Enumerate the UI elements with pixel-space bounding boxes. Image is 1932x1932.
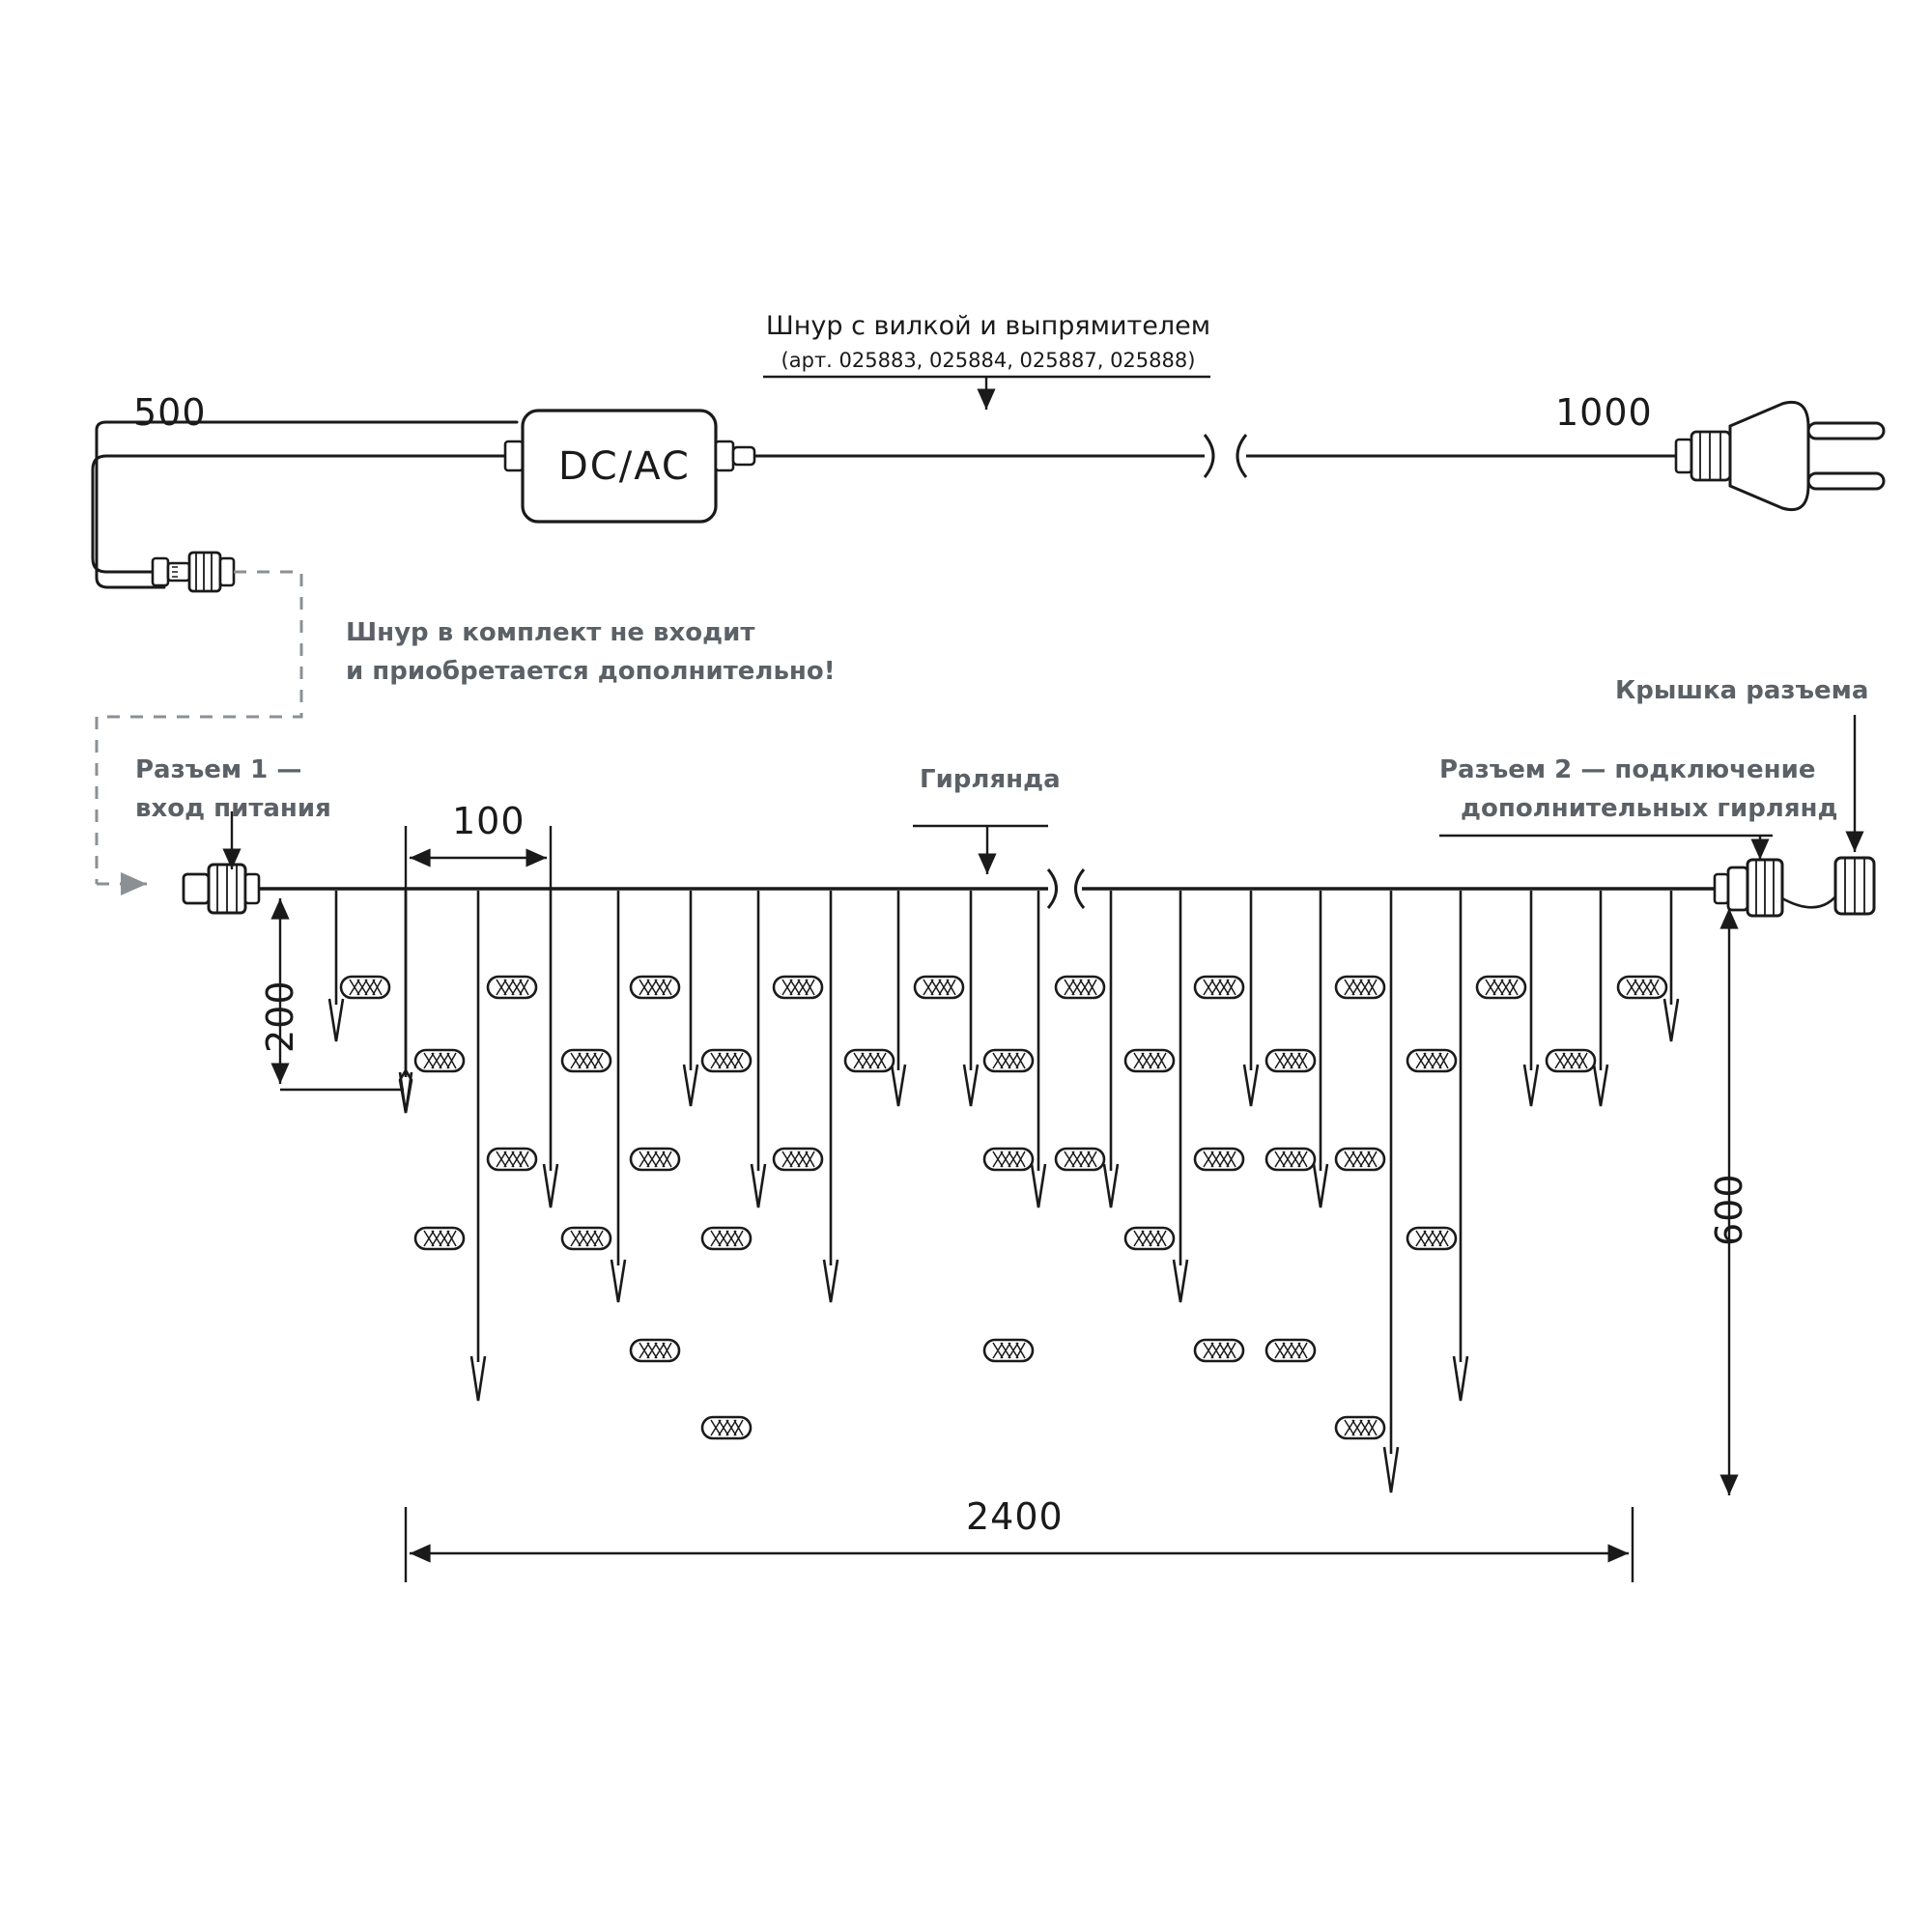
mains-plug — [1676, 402, 1884, 509]
cord-articles-label: (арт. 025883, 025884, 025887, 025888) — [781, 349, 1196, 372]
dim-500-label: 500 — [133, 391, 207, 434]
connector2-line1: Разъем 2 — подключение — [1439, 755, 1816, 784]
dim-2400-label: 2400 — [966, 1495, 1064, 1538]
cord-title-label: Шнур с вилкой и выпрямителем — [765, 311, 1211, 341]
dim-200-label: 200 — [259, 980, 301, 1053]
cord-end-connector — [153, 553, 234, 591]
connector1-line2: вход питания — [135, 794, 331, 823]
garland-bulbs — [341, 977, 1666, 1438]
dim-600-label: 600 — [1708, 1173, 1750, 1246]
dc-ac-label: DC/AC — [558, 444, 691, 489]
cord-title-leader — [763, 377, 1210, 410]
leader-garland — [913, 826, 1048, 874]
cord-break-symbol — [1205, 435, 1246, 477]
dashed-connection-path — [97, 572, 301, 884]
garland-label: Гирлянда — [920, 765, 1061, 794]
dim-100-label: 100 — [452, 800, 526, 842]
power-cord-left — [93, 456, 517, 572]
garland-input-connector — [184, 865, 259, 913]
connector-cap-label: Крышка разъема — [1615, 676, 1869, 705]
dim-1000-label: 1000 — [1555, 391, 1653, 434]
not-included-line1: Шнур в комплект не входит — [346, 618, 755, 647]
garland-break-symbol — [1048, 869, 1084, 908]
connector1-line1: Разъем 1 — — [135, 755, 302, 784]
garland-output-connector — [1715, 858, 1874, 916]
connector2-line2: дополнительных гирлянд — [1461, 794, 1838, 823]
not-included-line2: и приобретается дополнительно! — [346, 657, 836, 686]
leader-connector2 — [1439, 836, 1773, 860]
